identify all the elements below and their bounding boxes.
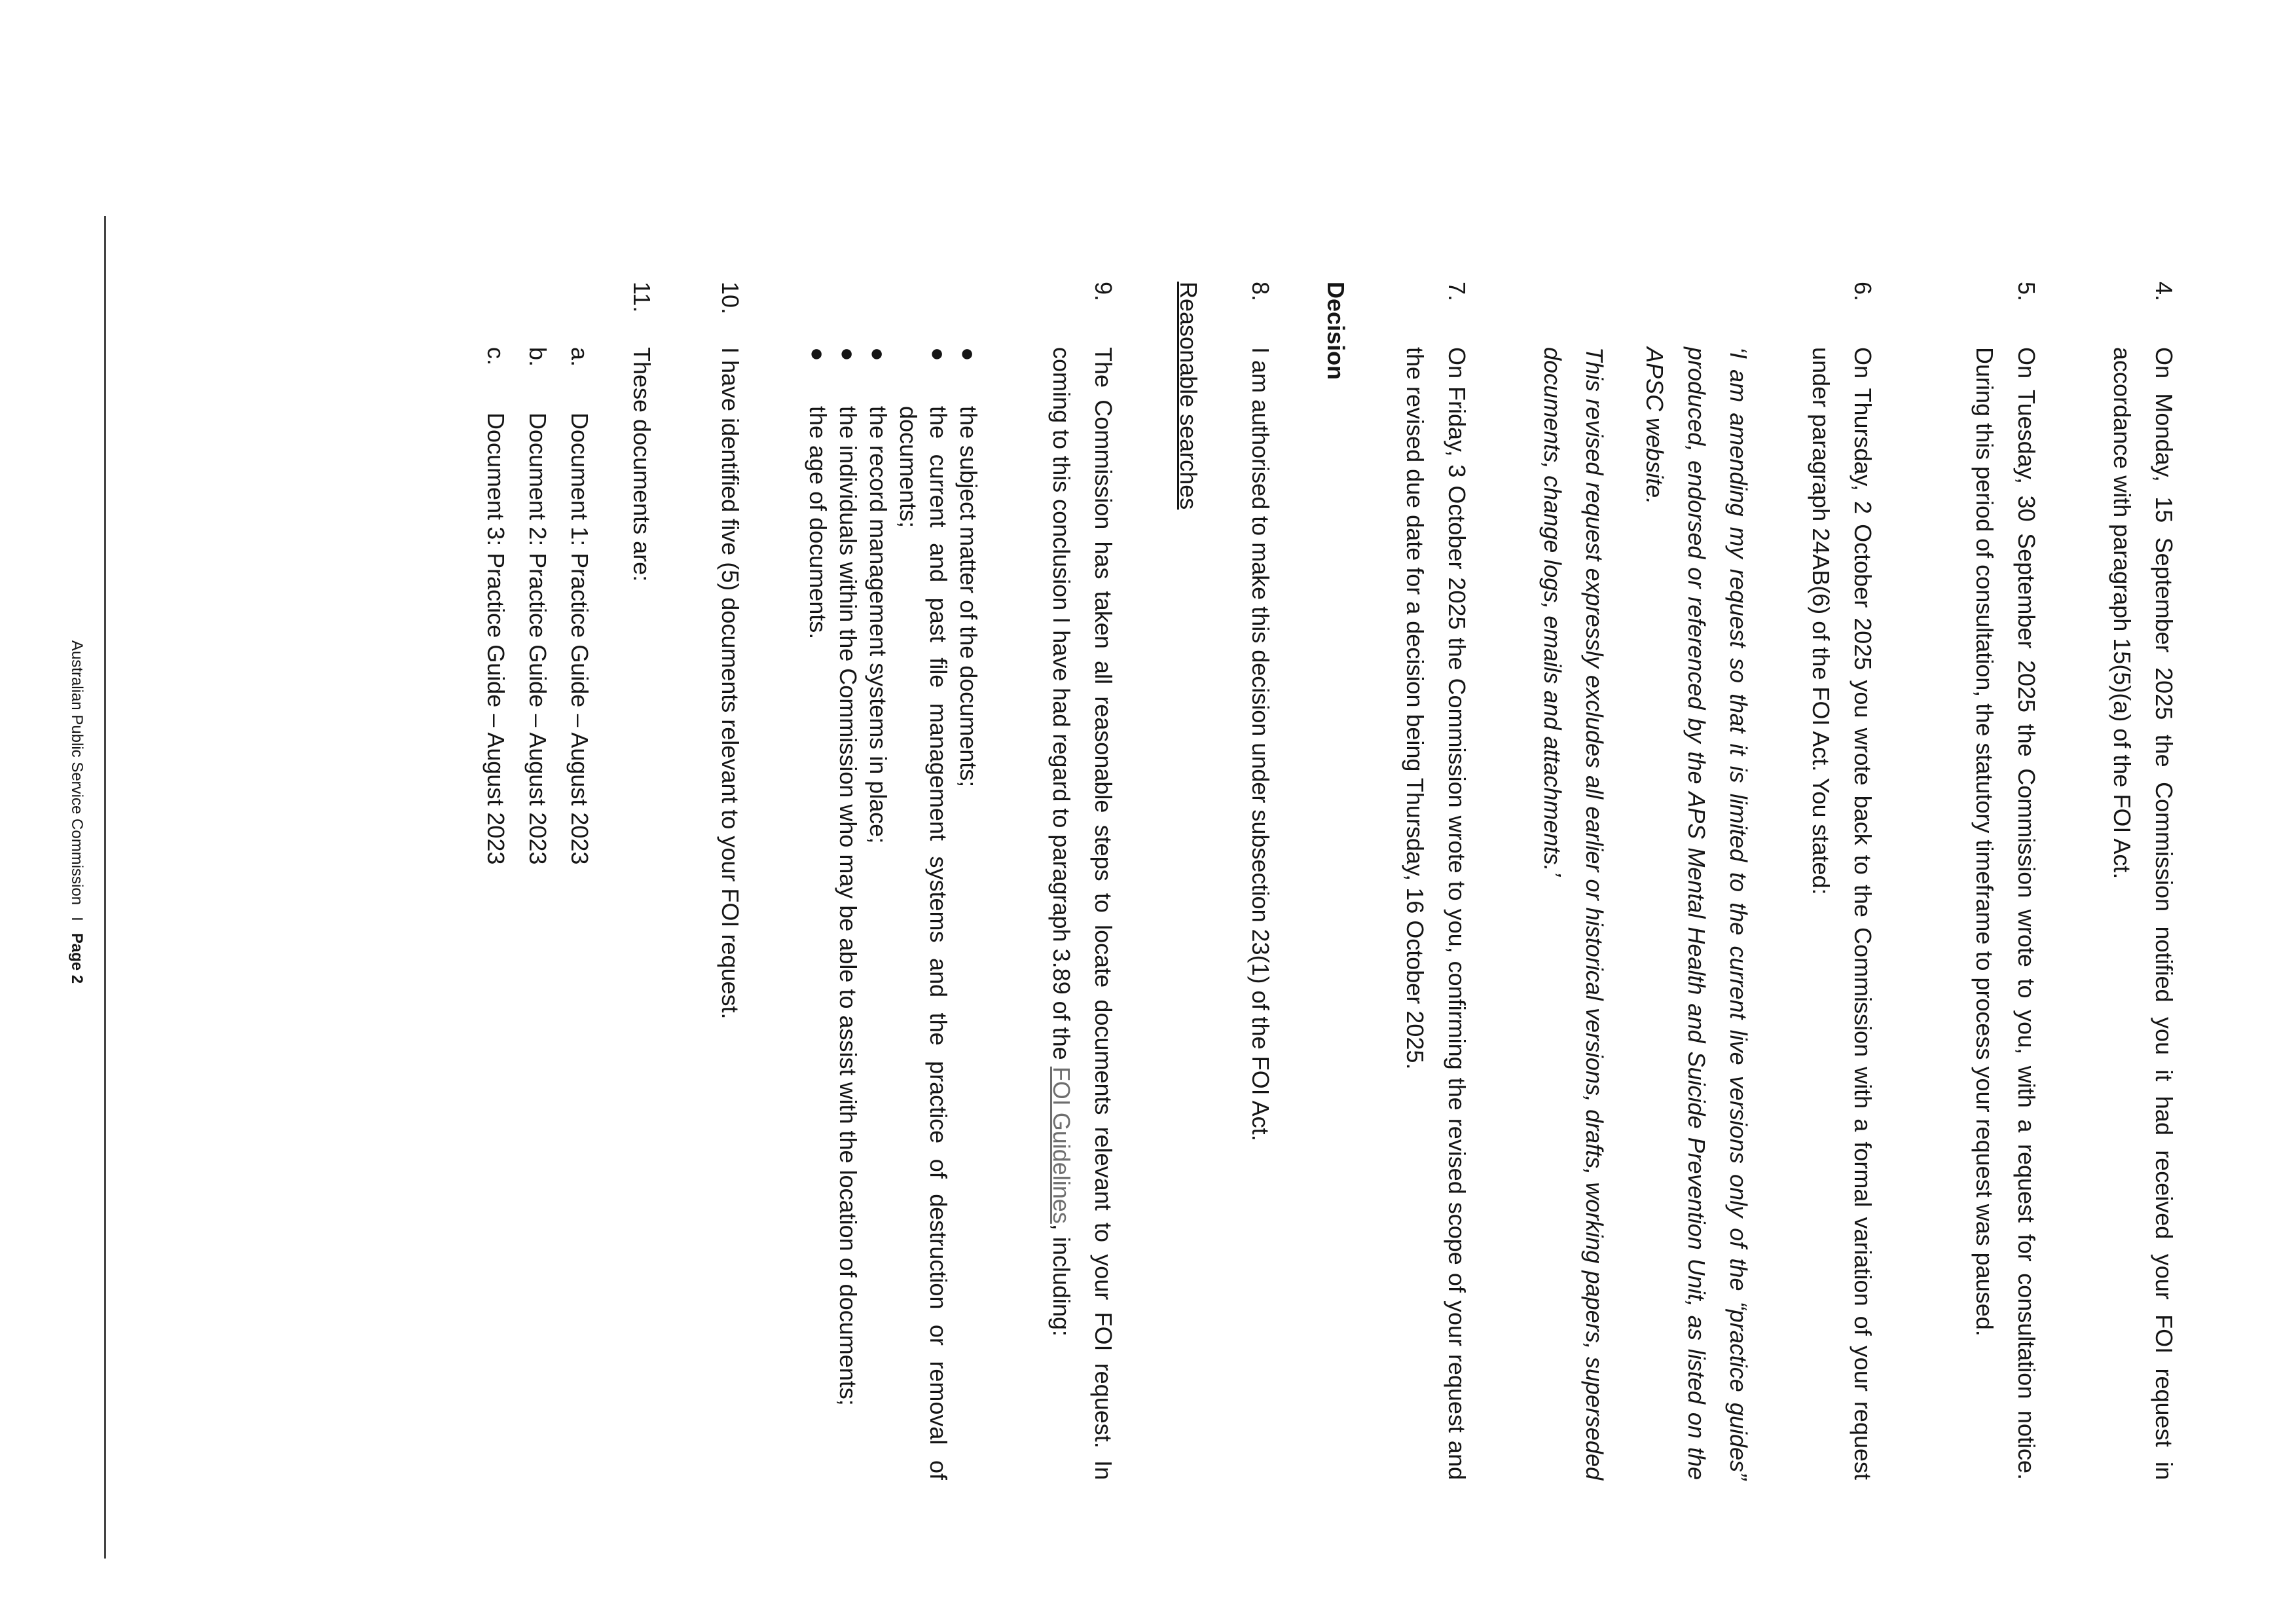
paragraph-text: On Tuesday, 30 September 2025 the Commission wrote to you, with a request for consultation notice. During this period of consultation, the statutory timeframe to process your request was paused. (1971, 347, 2040, 1480)
page-number: Page 2 (68, 932, 86, 984)
paragraph-text (1040, 347, 1124, 1480)
paragraph-text: On Friday, 3 October 2025 the Commission wrote to you, confirming the revised scope of your request and the revised due date for a decision being Thursday, 16 October 2025. (1402, 347, 1470, 1480)
bullet-icon: ● (925, 347, 952, 361)
paragraph-text: I have identified five (5) documents relevant to your FOI request. (717, 347, 744, 1020)
search-criteria-list (803, 347, 983, 1480)
list-marker: c. (483, 347, 509, 366)
paragraph-number: 7. (1444, 282, 1470, 302)
paragraph-11 (621, 282, 663, 1480)
paragraph-4 (2101, 282, 2185, 1480)
paragraph-number: 6. (1850, 282, 1876, 302)
page-footer (67, 0, 86, 1624)
paragraph-9 (1040, 282, 1124, 1480)
bullet-icon: ● (805, 347, 831, 361)
footer-organisation: Australian Public Service Commission (68, 640, 86, 906)
foi-guidelines-link[interactable]: FOI Guidelines (1048, 1066, 1075, 1224)
paragraph-text-start: The Commission has taken all reasonable steps to locate documents relevant to your FOI request. In coming to this conclusion I have had regard to paragraph 3.89 of the (1048, 347, 1117, 1480)
paragraph-8 (1239, 282, 1281, 1480)
list-item: ● the individuals within the Commission who may be able to assist with the location of documents; (833, 347, 863, 1480)
paragraph-number: 10. (717, 282, 744, 315)
paragraph-text: These documents are: (629, 347, 655, 582)
paragraph-number: 9. (1090, 282, 1117, 302)
paragraph-text-end: , including: (1048, 1223, 1075, 1337)
paragraph-number: 11. (629, 282, 655, 313)
footer-divider (104, 216, 106, 1559)
list-item: ● the age of documents. (803, 347, 833, 1480)
quoted-request-part-2: This revised request expressly excludes all earlier or historical versions, drafts, working papers, superseded documents, change logs, emails and attachments.’ (1539, 347, 1608, 1480)
section-heading-reasonable-searches: Reasonable searches (1175, 282, 1202, 510)
footer-separator: I (68, 917, 86, 921)
list-item: ● the record management systems in place; (863, 347, 893, 1480)
paragraph-6 (1800, 282, 1884, 1480)
paragraph-7 (1394, 282, 1478, 1480)
list-item: ● the subject matter of the documents; (953, 347, 983, 1480)
paragraph-text: On Monday, 15 September 2025 the Commission notified you it had received your FOI request in accordance with paragraph 15(5)(a) of the FOI Act. (2109, 347, 2178, 1480)
list-item: ● the current and past file management systems and the practice of destruction or removal of documents; (895, 347, 952, 1480)
document-list (475, 347, 600, 1480)
bullet-icon: ● (835, 347, 862, 361)
bullet-icon: ● (865, 347, 892, 361)
paragraph-text: On Thursday, 2 October 2025 you wrote back to the Commission with a formal variation of your request under paragraph 24AB(6) of the FOI Act. You stated: (1808, 347, 1876, 1480)
list-marker: b. (524, 347, 551, 367)
paragraph-number: 8. (1247, 282, 1274, 302)
paragraph-text: I am authorised to make this decision under subsection 23(1) of the FOI Act. (1247, 347, 1274, 1141)
list-marker: a. (566, 347, 593, 367)
paragraph-5 (1963, 282, 2047, 1480)
bullet-icon: ● (955, 347, 982, 361)
list-item: a. Document 1: Practice Guide – August 2023 (558, 347, 600, 1480)
section-heading-decision: Decision (1322, 282, 1349, 380)
list-item: b. Document 2: Practice Guide – August 2023 (517, 347, 558, 1480)
quoted-request-part-1: ‘I am amending my request so that it is limited to the current live versions only of the “practice guides” produced, endorsed or referenced by the APS Mental Health and Suicide Prevention Unit, as listed on the APSC website. (1641, 347, 1752, 1480)
paragraph-10 (709, 282, 751, 1480)
list-item: c. Document 3: Practice Guide – August 2023 (475, 347, 517, 1480)
paragraph-number: 5. (2013, 282, 2040, 302)
paragraph-number: 4. (2151, 282, 2178, 302)
